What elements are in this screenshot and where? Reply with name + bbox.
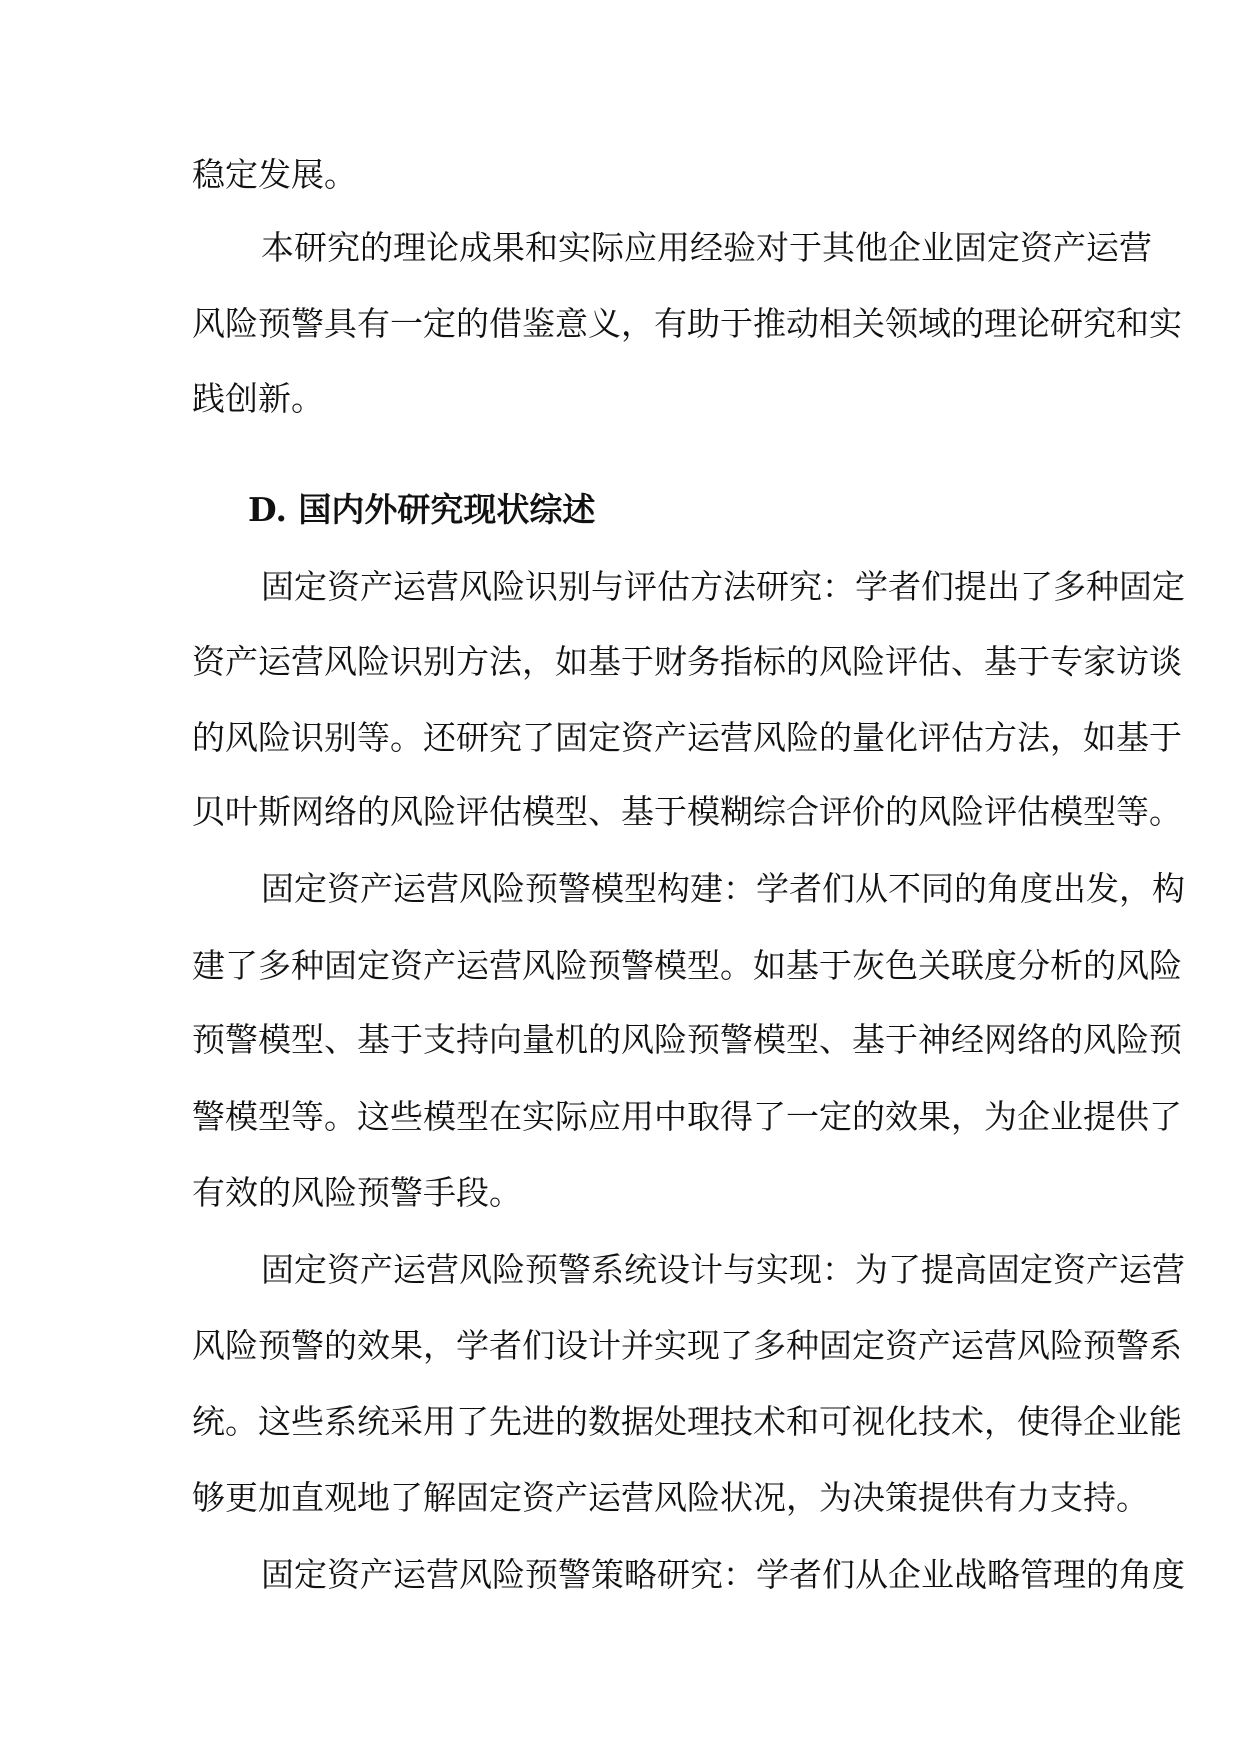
text-line: 建了多种固定资产运营风险预警模型。如基于灰色关联度分析的风险	[192, 946, 1182, 985]
text-line: 风险预警具有一定的借鉴意义，有助于推动相关领域的理论研究和实	[192, 304, 1182, 343]
text-line: 固定资产运营风险预警策略研究：学者们从企业战略管理的角度	[261, 1555, 1185, 1594]
text-line: 稳定发展。	[192, 155, 357, 194]
text-line: 固定资产运营风险预警系统设计与实现：为了提高固定资产运营	[261, 1250, 1185, 1289]
text-line: 本研究的理论成果和实际应用经验对于其他企业固定资产运营	[261, 228, 1152, 267]
text-line: 预警模型、基于支持向量机的风险预警模型、基于神经网络的风险预	[192, 1020, 1182, 1059]
text-line: 践创新。	[192, 379, 324, 418]
text-line: 有效的风险预警手段。	[192, 1173, 522, 1212]
text-line: 警模型等。这些模型在实际应用中取得了一定的效果，为企业提供了	[192, 1097, 1182, 1136]
text-line: 固定资产运营风险预警模型构建：学者们从不同的角度出发，构	[261, 869, 1185, 908]
text-line: 的风险识别等。还研究了固定资产运营风险的量化评估方法，如基于	[192, 718, 1182, 757]
text-line: 够更加直观地了解固定资产运营风险状况，为决策提供有力支持。	[192, 1478, 1149, 1517]
text-line: 贝叶斯网络的风险评估模型、基于模糊综合评价的风险评估模型等。	[192, 792, 1182, 831]
text-line: 资产运营风险识别方法，如基于财务指标的风险评估、基于专家访谈	[192, 642, 1182, 681]
section-heading: D. 国内外研究现状综述	[248, 490, 596, 529]
text-line: 风险预警的效果，学者们设计并实现了多种固定资产运营风险预警系	[192, 1326, 1182, 1365]
text-line: 固定资产运营风险识别与评估方法研究：学者们提出了多种固定	[261, 567, 1185, 606]
text-line: 统。这些系统采用了先进的数据处理技术和可视化技术，使得企业能	[192, 1402, 1182, 1441]
